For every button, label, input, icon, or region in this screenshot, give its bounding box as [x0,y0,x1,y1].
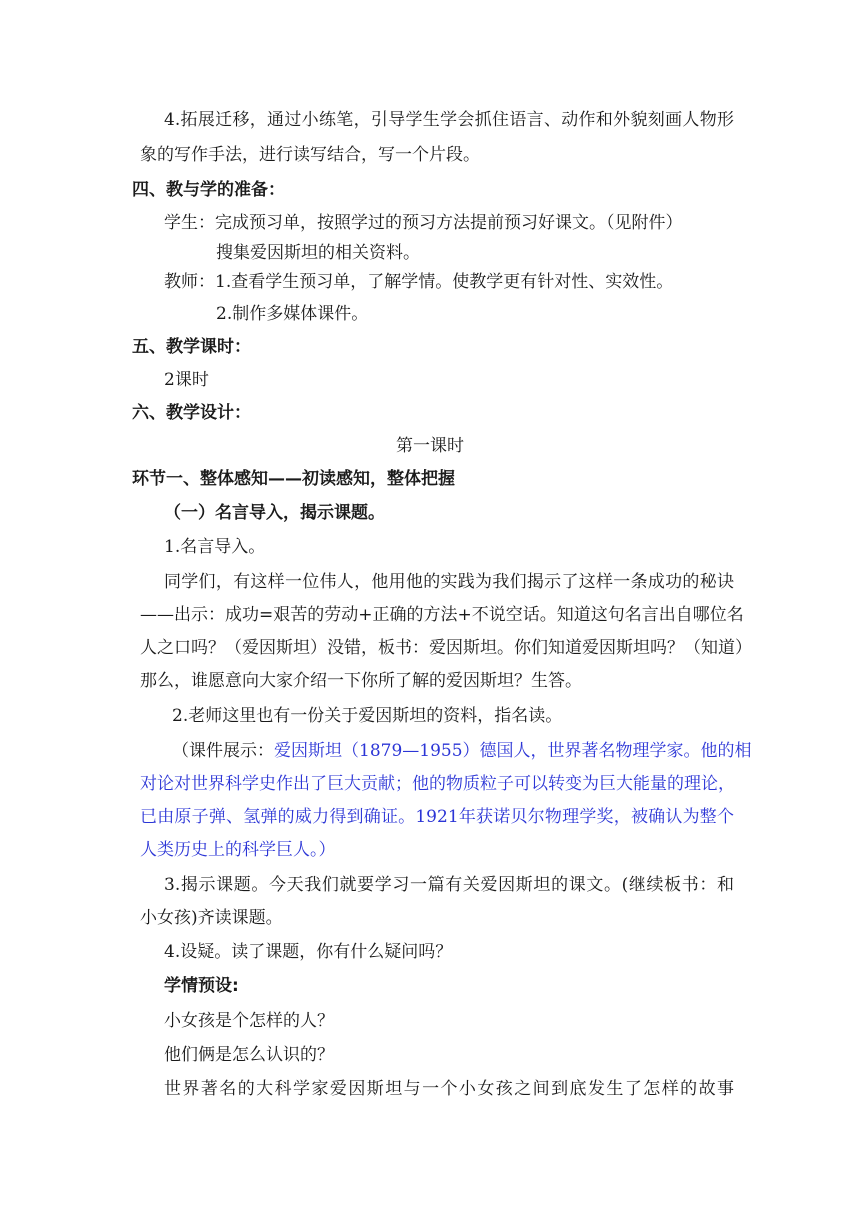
step-2: 2.老师这里也有一份关于爱因斯坦的资料，指名读。 [172,706,563,726]
step-3-line2: 小女孩)齐读课题。 [140,908,283,928]
objective-4-line2: 象的写作手法，进行读写结合，写一个片段。 [140,145,480,165]
step-1: 1.名言导入。 [164,537,266,557]
stage-heading: 环节一、整体感知——初读感知，整体把握 [132,469,455,489]
teacher-prep-line: 教师：1.查看学生预习单，了解学情。使教学更有针对性、实效性。 [164,272,674,292]
courseware-line: 对论对世界科学史作出了巨大贡献；他的物质粒子可以转变为巨大能量的理论， [140,774,735,794]
objective-4-line1: 4.拓展迁移，通过小练笔，引导学生学会抓住语言、动作和外貌刻画人物形 [164,110,734,130]
step-3: 3.揭示课题。今天我们就要学习一篇有关爱因斯坦的课文。(继续板书：和 [164,875,734,895]
courseware-prefix: （课件展示： [172,741,274,761]
paragraph-line: ——出示：成功=艰苦的劳动+正确的方法+不说空话。知道这句名言出自哪位名 [140,605,744,625]
question-item: 小女孩是个怎样的人？ [164,1011,334,1031]
question-item: 他们俩是怎么认识的？ [164,1045,334,1065]
teacher-prep-line2: 2.制作多媒体课件。 [216,304,369,324]
question-item: 世界著名的大科学家爱因斯坦与一个小女孩之间到底发生了怎样的故事 [164,1079,734,1099]
courseware-line: 已由原子弹、氢弹的威力得到确证。1921年获诺贝尔物理学奖，被确认为整个 [140,807,734,827]
courseware-line1 [172,739,752,763]
student-prep-line: 学生：完成预习单，按照学过的预习方法提前预习好课文。（见附件） [164,213,683,233]
courseware-text: 爱因斯坦（1879—1955）德国人，世界著名物理学家。他的相 [274,741,752,761]
section-heading-5: 五、教学课时： [132,337,251,357]
class-hours: 2课时 [164,370,209,390]
prediction-heading: 学情预设: [164,976,239,996]
paragraph-line: 人之口吗？（爱因斯坦）没错，板书：爱因斯坦。你们知道爱因斯坦吗？（知道） [140,638,752,658]
section-heading-6: 六、教学设计： [132,403,251,423]
subsection-heading: （一）名言导入，揭示课题。 [164,503,385,523]
step-4: 4.设疑。读了课题，你有什么疑问吗？ [164,942,453,962]
student-prep-line2: 搜集爱因斯坦的相关资料。 [216,243,420,263]
paragraph-line: 那么，谁愿意向大家介绍一下你所了解的爱因斯坦？生答。 [140,671,582,691]
paragraph-line: 同学们，有这样一位伟人，他用他的实践为我们揭示了这样一条成功的秘诀 [164,572,734,592]
lesson-title: 第一课时 [396,436,464,456]
section-heading-4: 四、教与学的准备： [132,180,285,200]
courseware-line: 人类历史上的科学巨人。） [140,840,336,860]
